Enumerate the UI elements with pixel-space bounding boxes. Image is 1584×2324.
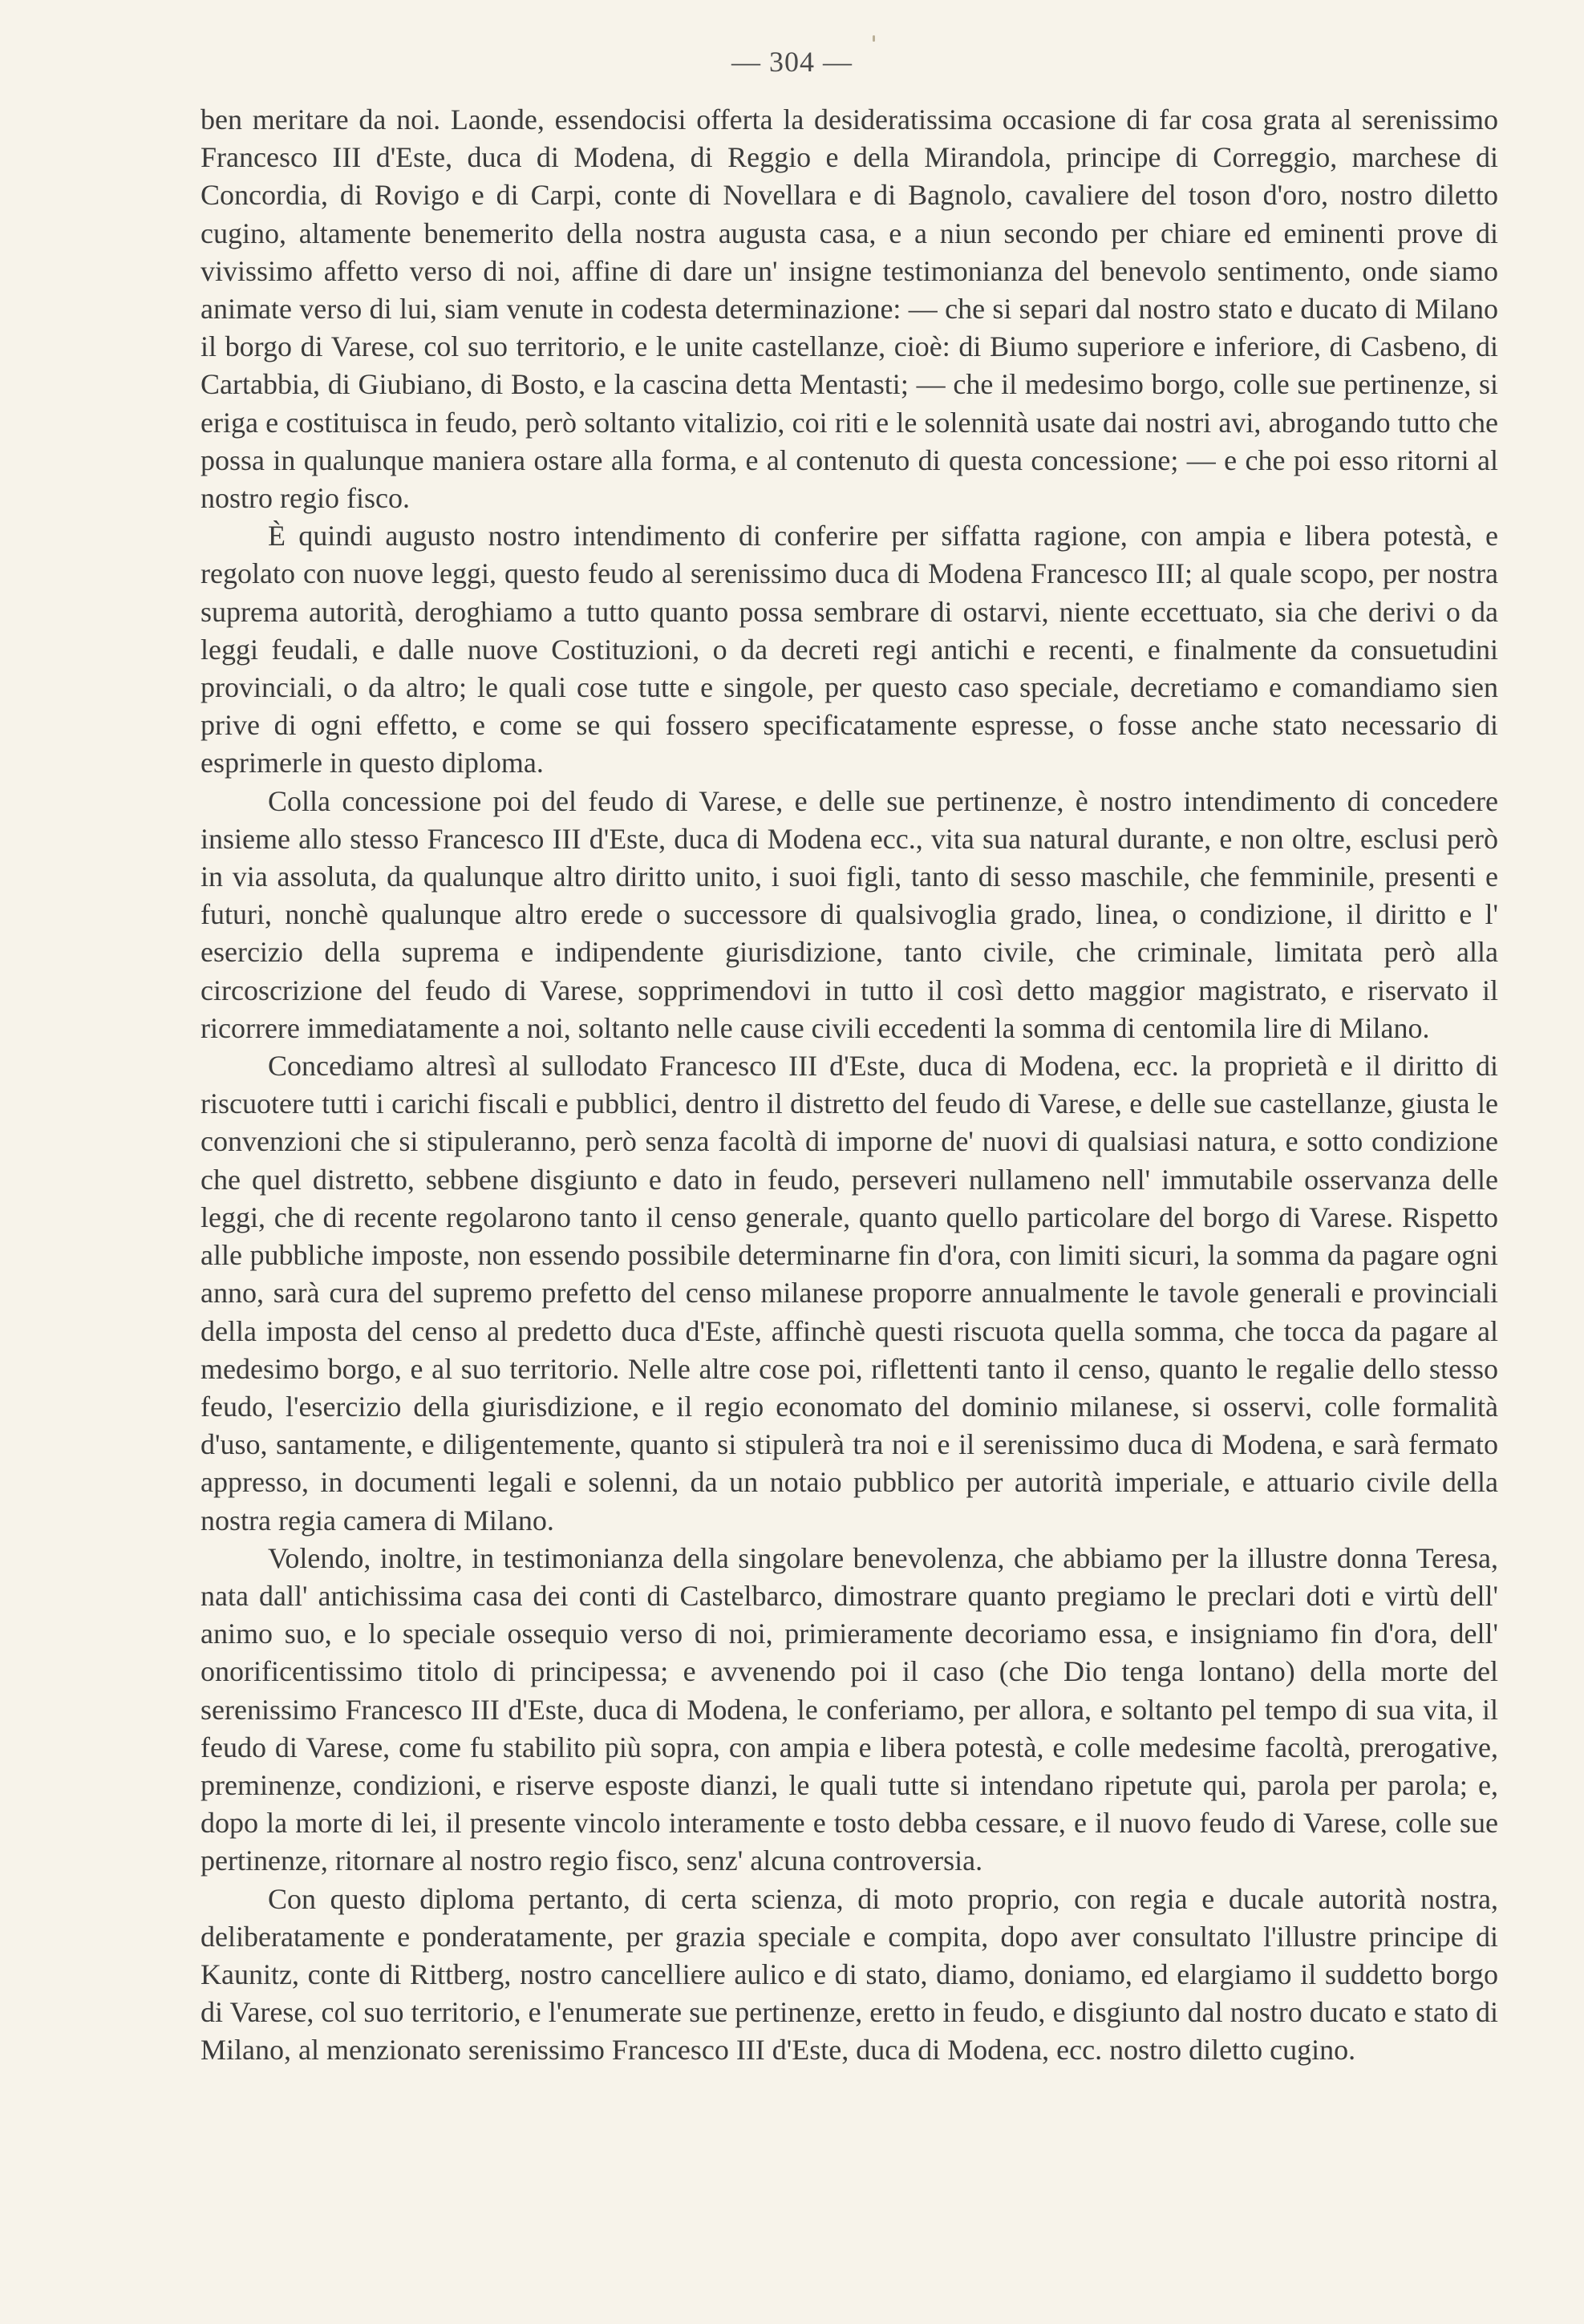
paper-speck bbox=[873, 35, 875, 42]
paragraph-5: Volendo, inoltre, in testimonianza della singolare benevolenza, che abbiamo per la illustre donna Teresa, nata dall' antichissima casa dei conti di Castelbarco, dimostrare quanto pregiamo le preclari doti e virtù dell' animo suo, e lo speciale ossequio verso di noi, primieramente decoriamo essa, e insigniamo fin d'ora, dell' onorificentissimo titolo di principessa; e avvenendo poi il caso (che Dio tenga lontano) della morte del serenissimo Francesco III d'Este, duca di Modena, le conferiamo, per allora, e soltanto pel tempo di sua vita, il feudo di Varese, come fu stabilito più sopra, con ampia e libera potestà, e colle medesime facoltà, prerogative, preminenze, condizioni, e riserve esposte dianzi, le quali tutte si intendano ripetute qui, parola per parola; e, dopo la morte di lei, il presente vincolo interamente e tosto debba cessare, e il nuovo feudo di Varese, colle sue pertinenze, ritornare al nostro regio fisco, senz' alcuna controversia. bbox=[201, 1541, 1498, 1877]
paragraph-3: Colla concessione poi del feudo di Varese, e delle sue pertinenze, è nostro intendimento di concedere insieme allo stesso Francesco III d'Este, duca di Modena ecc., vita sua natural durante, e non oltre, esclusi però in via assoluta, da qualunque altro diritto unito, i suoi figli, tanto di sesso maschile, che femminile, presenti e futuri, nonchè qualunque altro erede o successore di qualsivoglia grado, linea, o condizione, il diritto e l' esercizio della suprema e indipendente giurisdizione, tanto civile, che criminale, limitata però alla circoscrizione del feudo di Varese, sopprimendovi in tutto il così detto maggior magistrato, e riservato il ricorrere immediatamente a noi, soltanto nelle cause civili eccedenti la somma di centomila lire di Milano. bbox=[201, 784, 1498, 1044]
document-body bbox=[201, 101, 1498, 2070]
page-number-header: — 304 — bbox=[731, 46, 853, 78]
paragraph-4: Concediamo altresì al sullodato Francesco III d'Este, duca di Modena, ecc. la proprietà e il diritto di riscuotere tutti i carichi fiscali e pubblici, dentro il distretto del feudo di Varese, e delle sue castellanze, giusta le convenzioni che si stipuleranno, però senza facoltà di imporne de' nuovi di qualsiasi natura, e sotto condizione che quel distretto, sebbene disgiunto e dato in feudo, perseveri nullameno nell' immutabile osservanza delle leggi, che di recente regolarono tanto il censo generale, quanto quello particolare del borgo di Varese. Rispetto alle pubbliche imposte, non essendo possibile determinarne fin d'ora, con limiti sicuri, la somma da pagare ogni anno, sarà cura del supremo prefetto del censo milanese proporre annualmente le tavole generali e provinciali della imposta del censo al predetto duca d'Este, affinchè questi riscuota quella somma, che tocca da pagare al medesimo borgo, e al suo territorio. Nelle altre cose poi, riflettenti tanto il censo, quanto le regalie dello stesso feudo, l'esercizio della giurisdizione, e il regio economato del dominio milanese, si osservi, colle formalità d'uso, santamente, e diligentemente, quanto si stipulerà tra noi e il serenissimo duca di Modena, e sarà fermato appresso, in documenti legali e solenni, da un notaio pubblico per autorità imperiale, e attuario civile della nostra regia camera di Milano. bbox=[201, 1050, 1498, 1537]
paragraph-1: ben meritare da noi. Laonde, essendocisi offerta la desideratissima occasione di far cosa grata al serenissimo Francesco III d'Este, duca di Modena, di Reggio e della Mirandola, principe di Correggio, marchese di Concordia, di Rovigo e di Carpi, conte di Novellara e di Bagnolo, cavaliere del toson d'oro, nostro diletto cugino, altamente benemerito della nostra augusta casa, e a niun secondo per chiare ed eminenti prove di vivissimo affetto verso di noi, affine di dare un' insigne testimonianza del benevolo sentimento, onde siamo animate verso di lui, siam venute in codesta determinazione: — che si separi dal nostro stato e ducato di Milano il borgo di Varese, col suo territorio, e le unite castellanze, cioè: di Biumo superiore e inferiore, di Casbeno, di Cartabbia, di Giubiano, di Bosto, e la cascina detta Mentasti; — che il medesimo borgo, colle sue pertinenze, si eriga e costituisca in feudo, però soltanto vitalizio, coi riti e le solennità usate dai nostri avi, abrogando tutto che possa in qualunque maniera ostare alla forma, e al contenuto di questa concessione; — e che poi esso ritorni al nostro regio fisco. bbox=[201, 103, 1498, 515]
paragraph-2: È quindi augusto nostro intendimento di conferire per siffatta ragione, con ampia e libera potestà, e regolato con nuove leggi, questo feudo al serenissimo duca di Modena Francesco III; al quale scopo, per nostra suprema autorità, deroghiamo a tutto quanto possa sembrare di ostarvi, niente eccettuato, sia che derivi o da leggi feudali, e dalle nuove Costituzioni, o da decreti regi antichi e recenti, e finalmente da consuetudini provinciali, o da altro; le quali cose tutte e singole, per questo caso speciale, decretiamo e comandiamo sien prive di ogni effetto, e come se qui fossero specificatamente espresse, o fosse anche stato necessario di esprimerle in questo diploma. bbox=[201, 520, 1498, 779]
paragraph-6: Con questo diploma pertanto, di certa scienza, di moto proprio, con regia e ducale autorità nostra, deliberatamente e ponderatamente, per grazia speciale e compita, dopo aver consultato l'illustre principe di Kaunitz, conte di Rittberg, nostro cancelliere aulico e di stato, diamo, doniamo, ed elargiamo il suddetto borgo di Varese, col suo territorio, e l'enumerate sue pertinenze, eretto in feudo, e disgiunto dal nostro ducato e stato di Milano, al menzionato serenissimo Francesco III d'Este, duca di Modena, ecc. nostro diletto cugino. bbox=[201, 1882, 1498, 2067]
